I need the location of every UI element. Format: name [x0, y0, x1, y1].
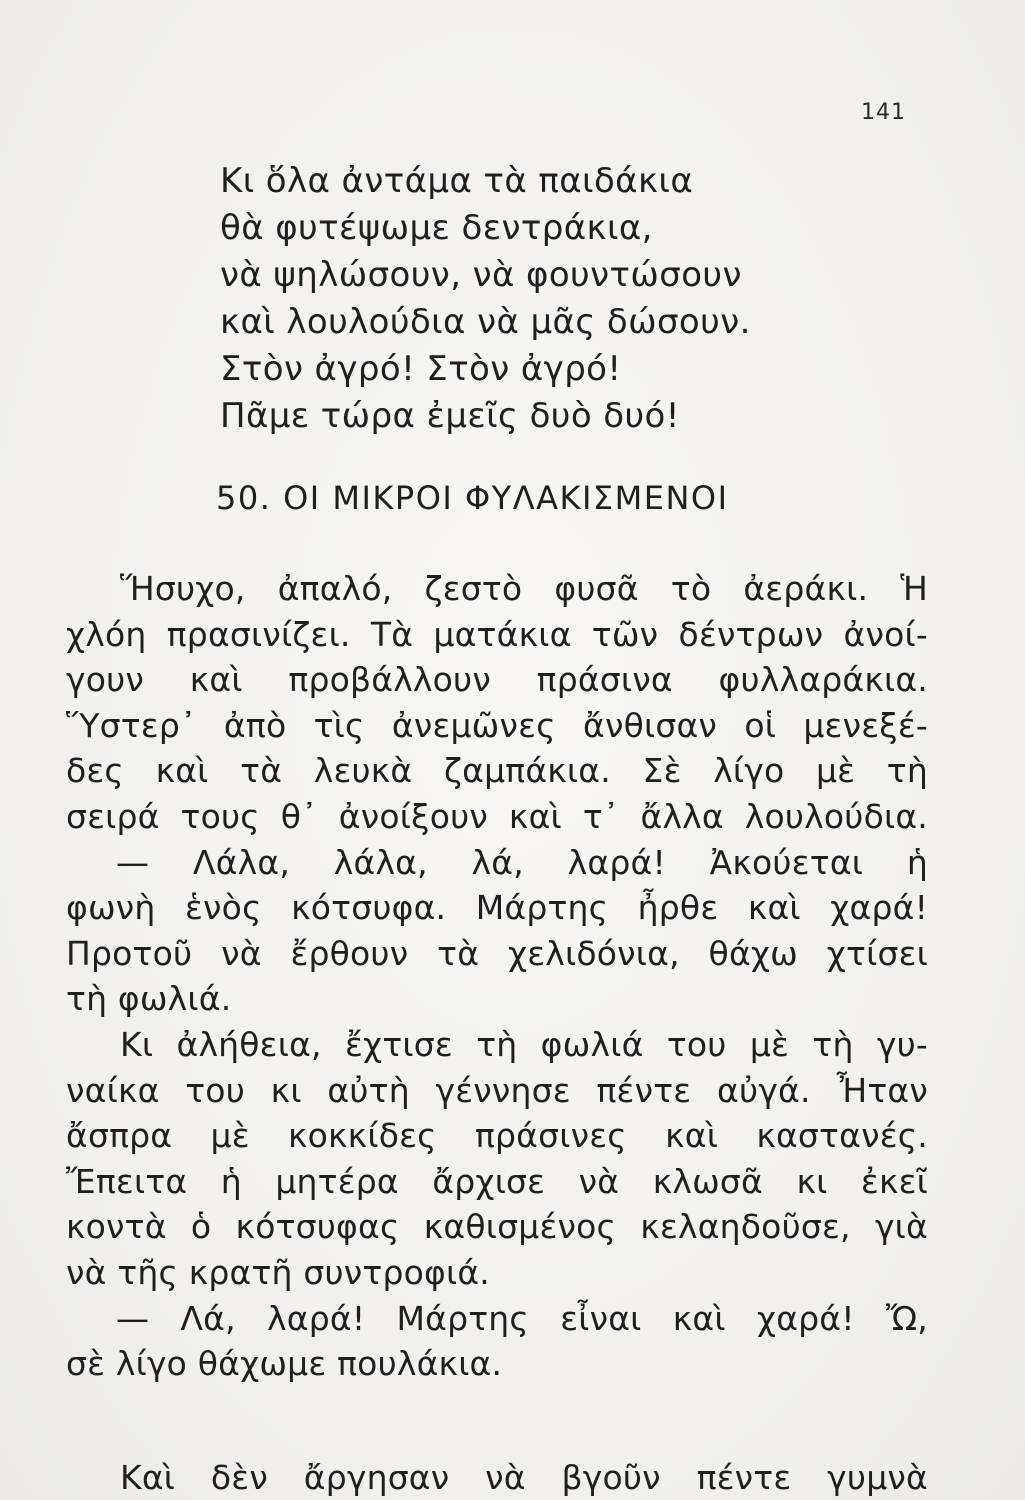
prose-line: Καὶ δὲν ἄργησαν νὰ βγοῦν πέντε γυμνὰ: [120, 1457, 928, 1497]
prose-line: χλόη πρασινίζει. Τὰ ματάκια τῶν δέντρων ἀνοί-: [66, 614, 928, 654]
page-number: 141: [861, 100, 906, 125]
poem-line: Στὸν ἀγρό! Στὸν ἀγρό!: [220, 349, 622, 389]
prose-line: τὴ φωλιά.: [66, 979, 232, 1019]
prose-line: σειρά τους θ᾽ ἀνοίξουν καὶ τ᾽ ἄλλα λουλούδια.: [66, 796, 928, 836]
prose-line: δες καὶ τὰ λευκὰ ζαμπάκια. Σὲ λίγο μὲ τὴ: [66, 751, 928, 791]
poem-stanza: [220, 158, 780, 440]
poem-line: Κι ὅλα ἀντάμα τὰ παιδάκια: [220, 161, 694, 201]
prose-line: — Λάλα, λάλα, λά, λαρά! Ἀκούεται ἡ: [116, 842, 928, 882]
prose-line: ἄσπρα μὲ κοκκίδες πράσινες καὶ καστανές.: [66, 1116, 928, 1156]
section-heading: 50. ΟΙ ΜΙΚΡΟΙ ΦΥΛΑΚΙΣΜΕΝΟΙ: [216, 479, 729, 517]
prose-line: — Λά, λαρά! Μάρτης εἶναι καὶ χαρά! Ὤ,: [116, 1298, 928, 1338]
prose-line: Ὕστερ᾽ ἀπὸ τὶς ἀνεμῶνες ἄνθισαν οἱ μενεξέ-: [66, 705, 928, 745]
prose-line: φωνὴ ἑνὸς κότσυφα. Μάρτης ἦρθε καὶ χαρά!: [66, 888, 928, 928]
prose-line: ναίκα του κι αὐτὴ γέννησε πέντε αὐγά. Ἦταν: [66, 1070, 928, 1110]
prose-line: κοντὰ ὁ κότσυφας καθισμένος κελαηδοῦσε, γιὰ: [66, 1207, 928, 1247]
prose-line: σὲ λίγο θάχωμε πουλάκια.: [66, 1344, 503, 1384]
poem-line: θὰ φυτέψωμε δεντράκια,: [220, 208, 653, 248]
prose-line: Ἥσυχο, ἀπαλό, ζεστὸ φυσᾶ τὸ ἀεράκι. Ἡ: [120, 569, 928, 608]
prose-line: Ἔπειτα ἡ μητέρα ἄρχισε νὰ κλωσᾶ κι ἐκεῖ: [66, 1161, 928, 1201]
prose-line: Προτοῦ νὰ ἔρθουν τὰ χελιδόνια, θάχω χτίσει: [66, 933, 928, 973]
poem-line: νὰ ψηλώσουν, νὰ φουντώσουν: [220, 255, 742, 295]
prose-body: [66, 566, 928, 1500]
prose-line: Κι ἀλήθεια, ἔχτισε τὴ φωλιά του μὲ τὴ γυ-: [120, 1024, 928, 1064]
prose-line: νὰ τῆς κρατῆ συντροφιά.: [66, 1252, 490, 1292]
poem-line: Πᾶμε τώρα ἐμεῖς δυὸ δυό!: [220, 396, 680, 436]
poem-line: καὶ λουλούδια νὰ μᾶς δώσουν.: [220, 302, 751, 342]
prose-line: γουν καὶ προβάλλουν πράσινα φυλλαράκια.: [66, 660, 928, 700]
